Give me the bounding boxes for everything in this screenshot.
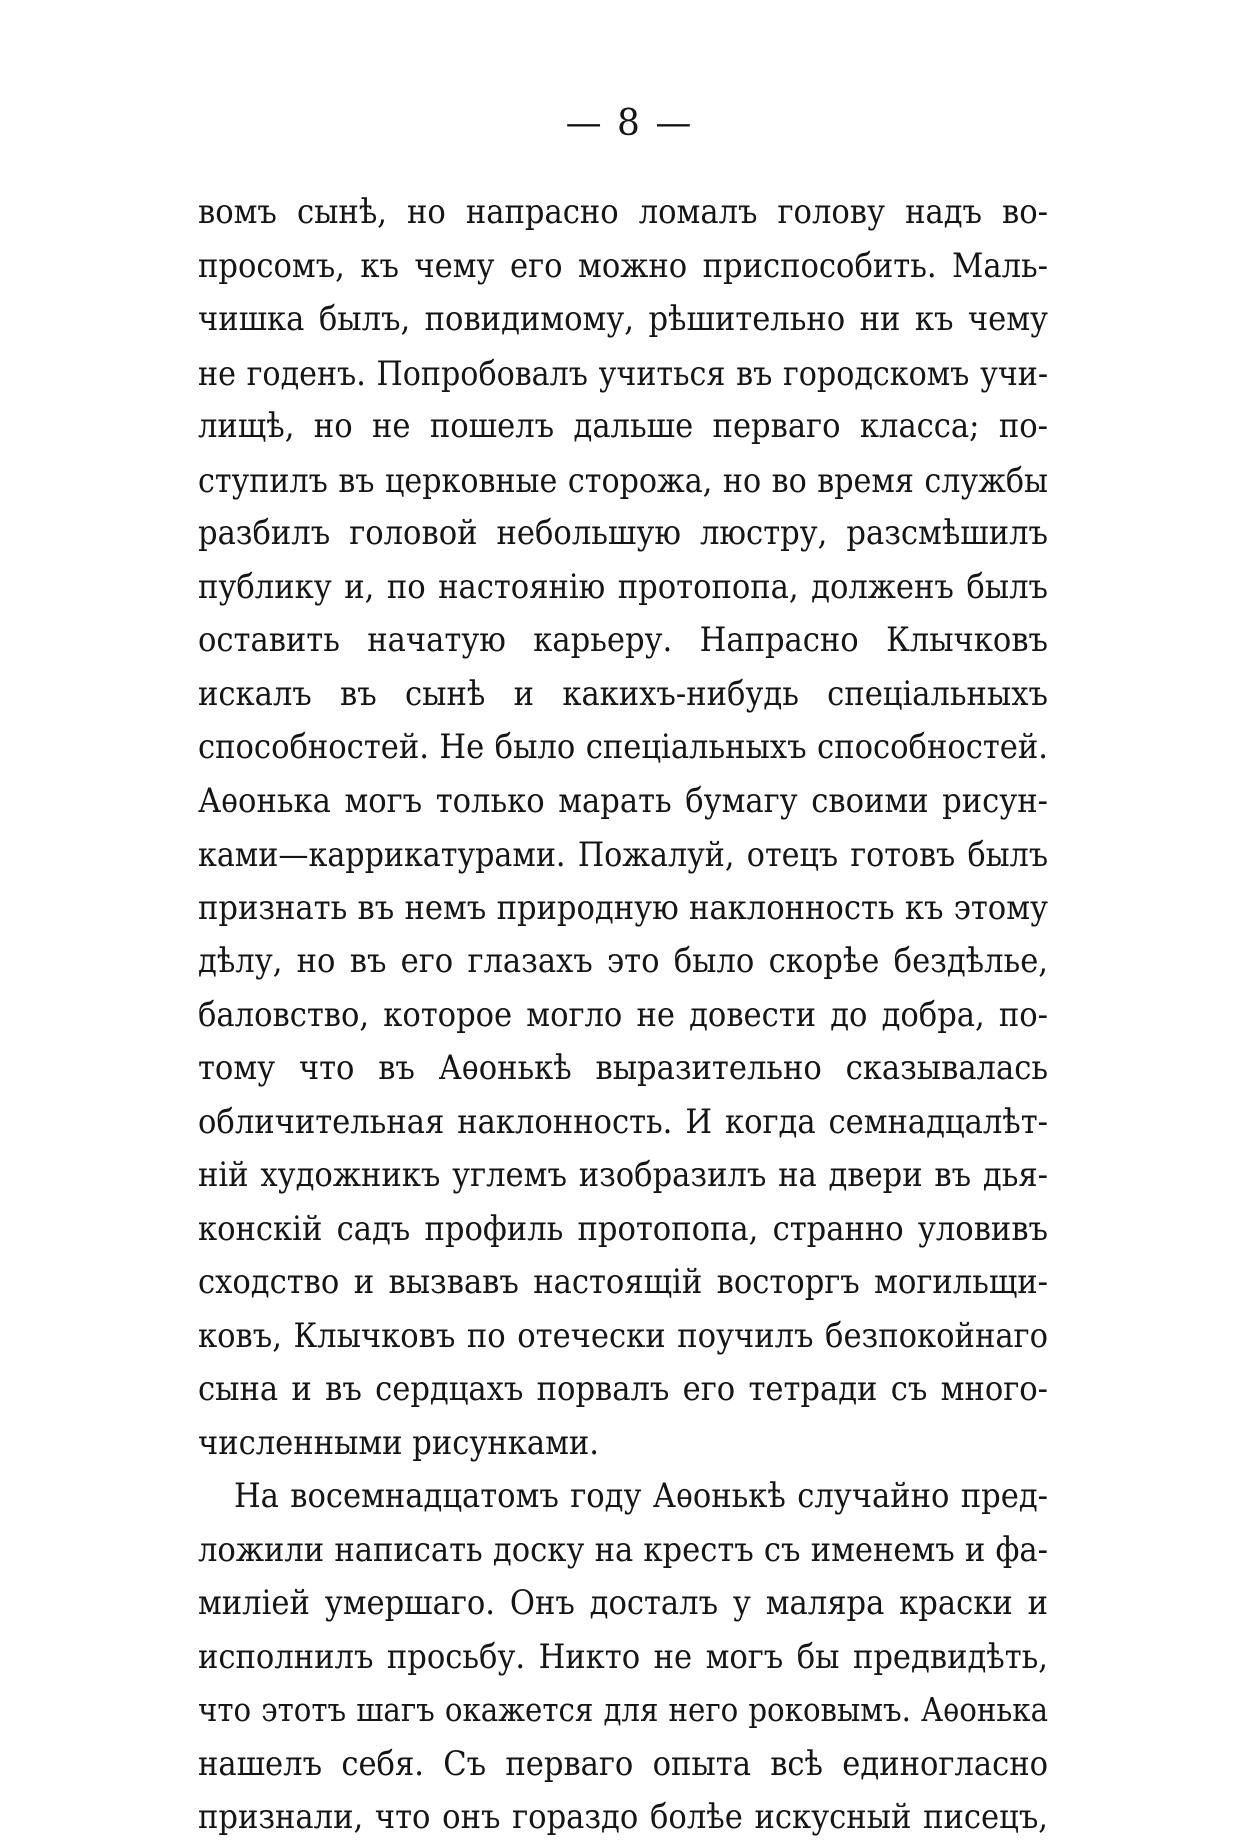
text-line: не годенъ. Попробовалъ учиться въ городскомъ учи-: [198, 353, 1048, 393]
text-line: лищѣ, но не пошелъ дальше перваго класса; по-: [198, 406, 1048, 446]
text-line: тому что въ Аѳонькѣ выразительно сказывалась: [198, 1048, 1048, 1088]
text-line: ложили написать доску на крестъ съ именемъ и фа-: [198, 1529, 1048, 1570]
text-line: ками—каррикатурами. Пожалуй, отецъ готовъ былъ: [198, 835, 1048, 874]
text-line: просомъ, къ чему его можно приспособить. Маль-: [198, 245, 1048, 286]
text-line: сходство и вызвавъ настоящій восторгъ могильщи-: [198, 1262, 1048, 1302]
paragraph: [198, 186, 1048, 1470]
text-line: ній художникъ углемъ изобразилъ на двери въ дья-: [198, 1155, 1048, 1195]
body-text: [198, 186, 1048, 1845]
text-line: дѣлу, но въ его глазахъ это было скорѣе бездѣлье,: [198, 941, 1048, 981]
text-line: признали, что онъ гораздо болѣе искусный писецъ,: [198, 1797, 1048, 1837]
text-line: нашелъ себя. Съ перваго опыта всѣ единогласно: [198, 1743, 1048, 1784]
text-line: разбилъ головой небольшую люстру, разсмѣшилъ: [198, 513, 1048, 553]
text-line: ковъ, Клычковъ по отечески поучилъ безпокойнаго: [198, 1315, 1048, 1356]
text-line: баловство, которое могло не довести до добра, по-: [198, 994, 1048, 1035]
text-line: численными рисунками.: [198, 1422, 599, 1463]
text-line: ступилъ въ церковные сторожа, но во время службы: [198, 460, 1048, 500]
text-line: обличительная наклонность. И когда семнадцалѣт-: [198, 1101, 1048, 1142]
text-line: публику и, по настоянію протопопа, долженъ былъ: [198, 566, 1048, 607]
text-line: Аѳонька могъ только марать бумагу своими рисун-: [198, 780, 1048, 821]
text-line: искалъ въ сынѣ и какихъ-нибудь спеціальныхъ: [198, 673, 1048, 714]
text-line: чишка былъ, повидимому, рѣшительно ни къ чему: [198, 299, 1048, 339]
text-line: сына и въ сердцахъ порвалъ его тетради съ много-: [198, 1369, 1048, 1409]
text-line: оставить начатую карьеру. Напрасно Клычковъ: [198, 620, 1048, 660]
text-line: конскій садъ профиль протопопа, странно уловивъ: [198, 1208, 1048, 1249]
text-line: На восемнадцатомъ году Аѳонькѣ случайно пред-: [234, 1476, 1048, 1516]
text-line: способностей. Не было спеціальныхъ способностей.: [198, 727, 1048, 767]
page-number: — 8 —: [565, 103, 694, 144]
text-line: признать въ немъ природную наклонность къ этому: [198, 887, 1048, 928]
text-line: вомъ сынѣ, но напрасно ломалъ голову надъ во-: [198, 192, 1048, 232]
text-line: миліей умершаго. Онъ досталъ у маляра краски и: [198, 1583, 1048, 1623]
text-line: что этотъ шагъ окажется для него роковымъ. Аѳонька: [198, 1691, 1048, 1729]
paragraph: [198, 1470, 1048, 1845]
text-line: исполнилъ просьбу. Никто не могъ бы предвидѣть,: [198, 1636, 1048, 1677]
